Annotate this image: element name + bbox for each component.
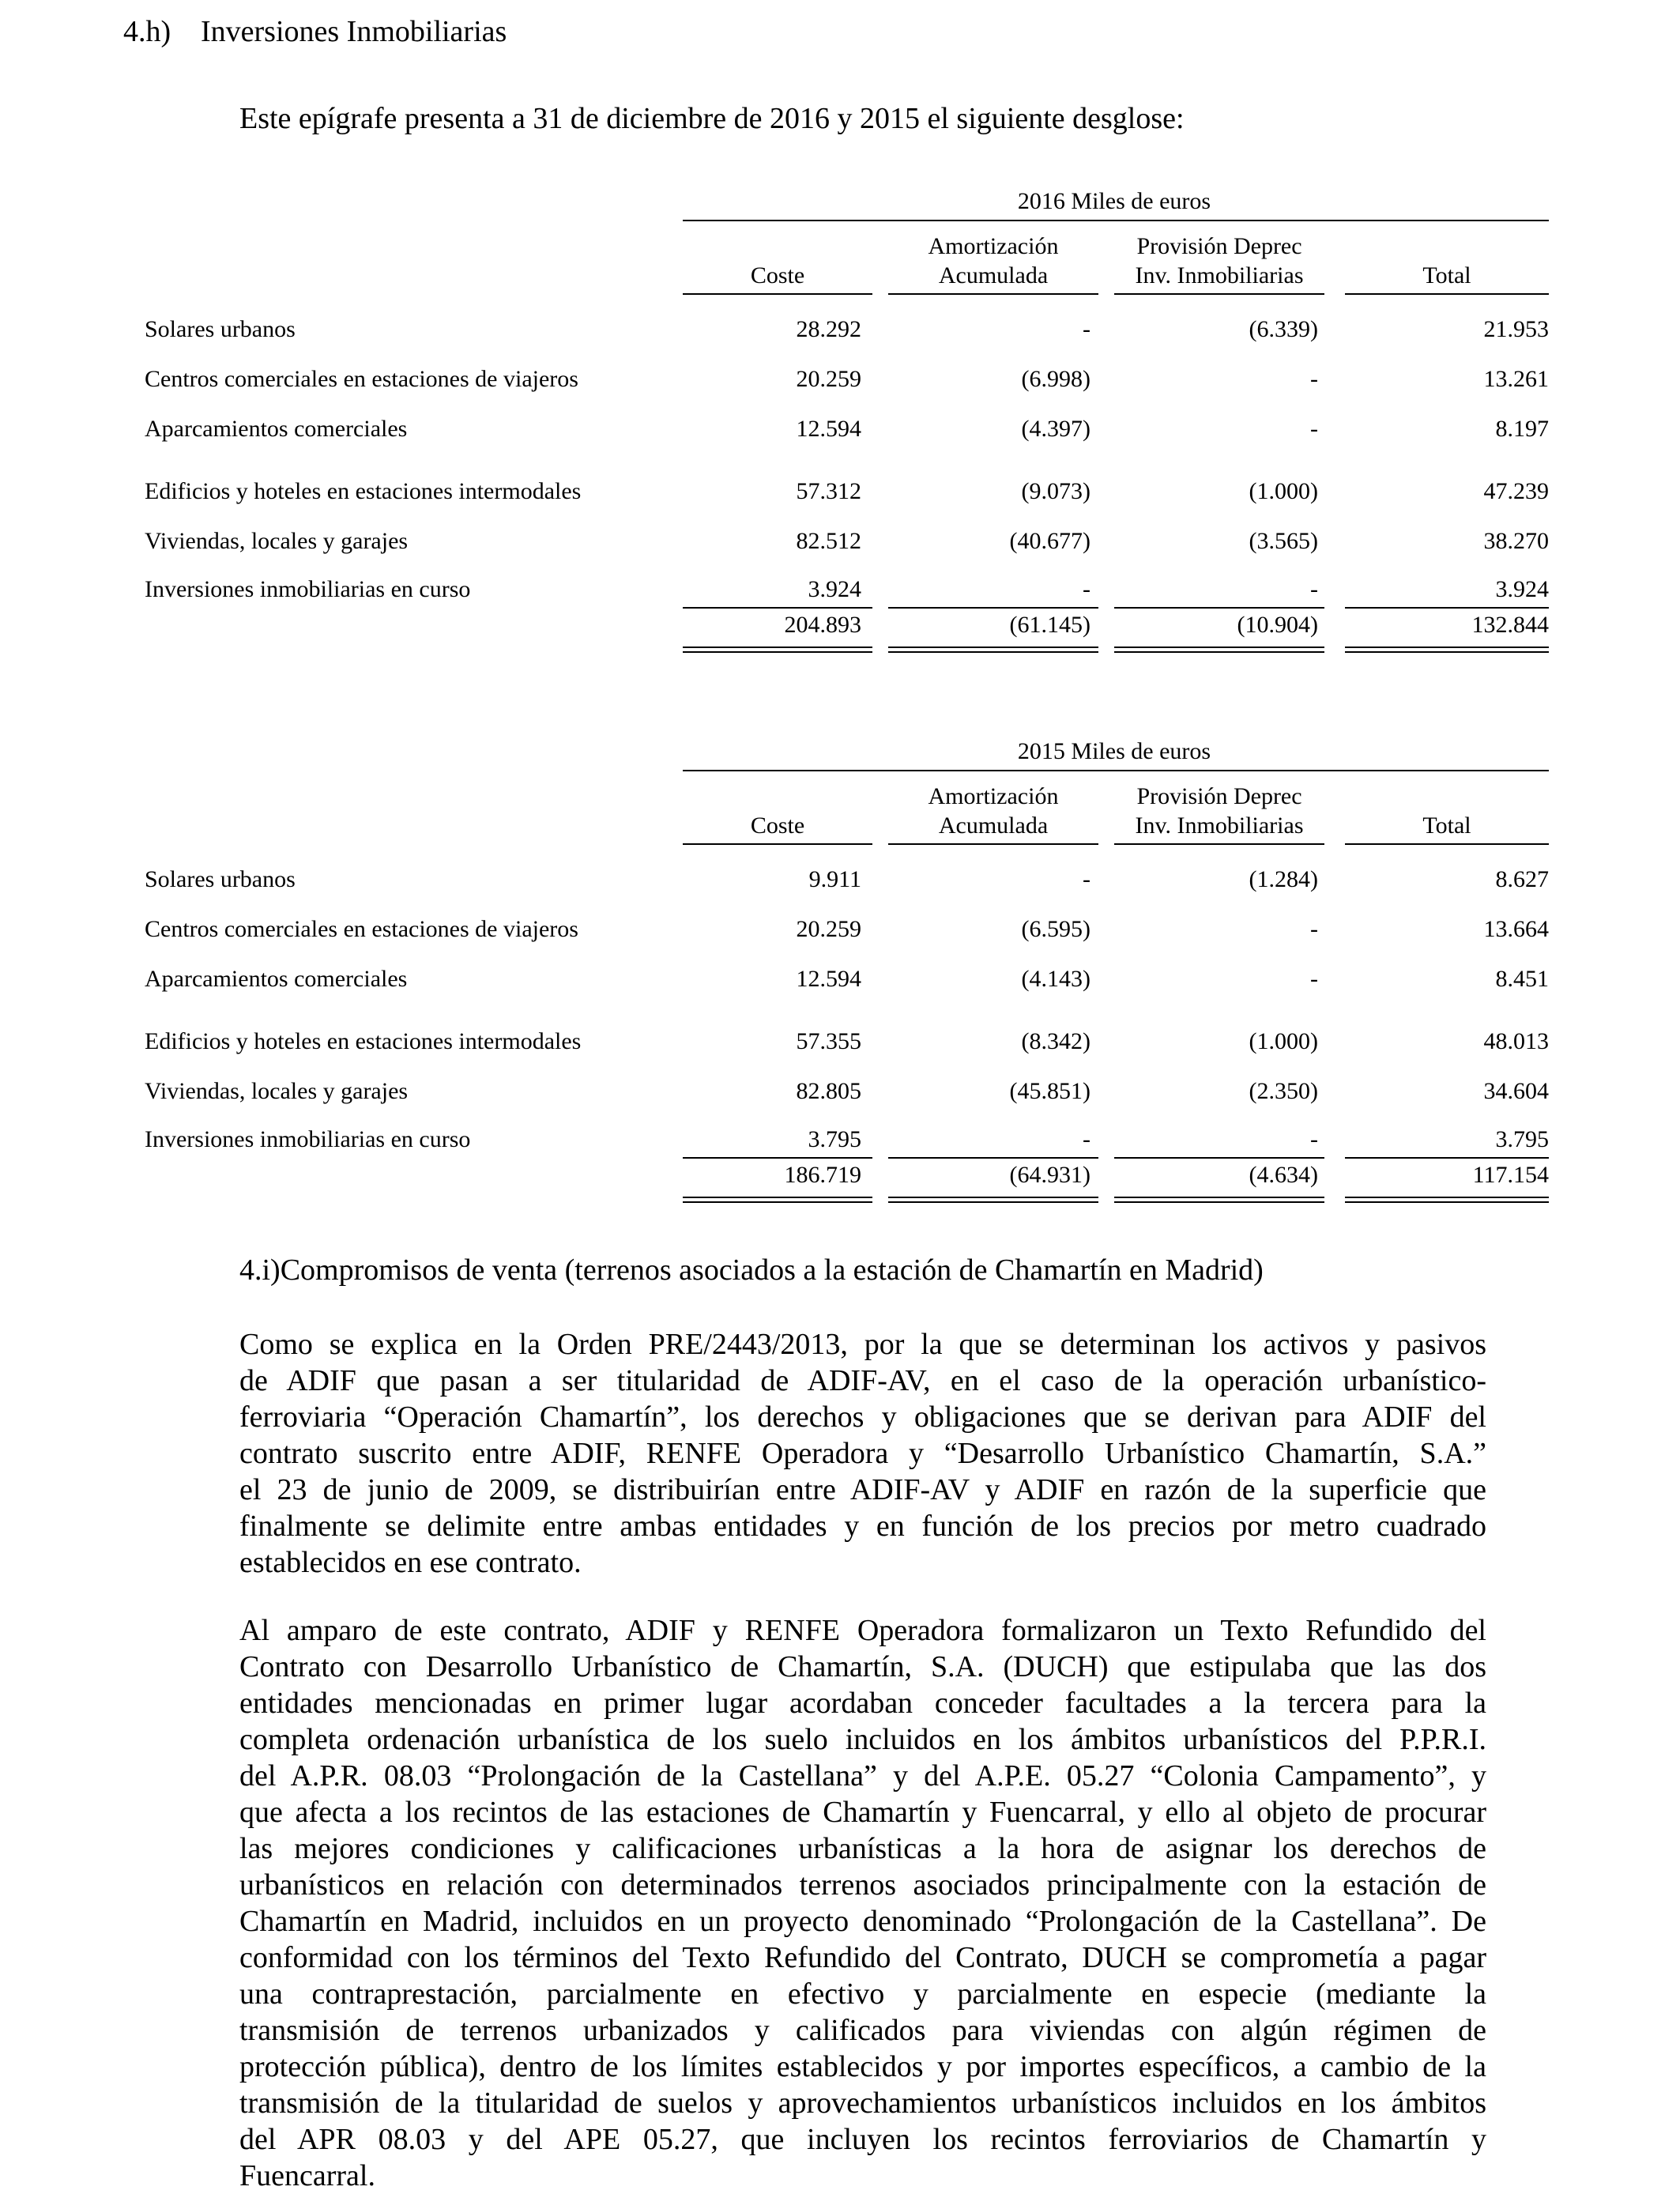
column-header [888, 232, 1098, 290]
total-cell: 117.154 [1472, 1162, 1549, 1188]
value-cell: (1.284) [1249, 866, 1318, 892]
column-header-line2: Inv. Inmobiliarias [1135, 262, 1304, 288]
paragraph-line: transmisión de terrenos urbanizados y calificados para viviendas con algún régimen de [239, 2014, 1486, 2047]
value-cell: 8.197 [1495, 416, 1549, 442]
paragraph-line: transmisión de la titularidad de suelos y aprovechamientos urbanísticos incluidos en los ámbitos [239, 2087, 1486, 2120]
value-cell: (2.350) [1249, 1078, 1318, 1104]
table-row [0, 528, 1680, 560]
paragraph-line: urbanísticos en relación con determinados terrenos asociados principalmente con la estación de [239, 1868, 1486, 1902]
column-header-line1: Provisión Deprec [1136, 233, 1302, 259]
total-cell: (64.931) [1009, 1162, 1090, 1188]
total-double-rule [683, 647, 872, 653]
column-header-line2: Inv. Inmobiliarias [1135, 812, 1304, 839]
value-cell: - [1310, 416, 1318, 442]
table-row [0, 1126, 1680, 1158]
column-header-rule [1345, 293, 1549, 295]
value-cell: 47.239 [1483, 478, 1549, 504]
value-cell: (1.000) [1249, 1028, 1318, 1054]
table-row [0, 1078, 1680, 1110]
totals-row [0, 612, 1680, 643]
column-header [1114, 782, 1324, 840]
value-cell: - [1310, 366, 1318, 392]
paragraph-chamartin-order [239, 1326, 1486, 1581]
column-header-line2: Acumulada [938, 812, 1049, 839]
total-double-rule [1345, 1197, 1549, 1203]
section-title: Inversiones Inmobiliarias [201, 15, 507, 48]
row-label: Aparcamientos comerciales [145, 416, 408, 442]
value-cell: (40.677) [1009, 528, 1090, 554]
subtotal-rule [888, 607, 1098, 609]
column-header-line1: Provisión Deprec [1136, 783, 1302, 809]
table-row [0, 916, 1680, 948]
column-header [683, 232, 872, 290]
row-label: Inversiones inmobiliarias en curso [145, 576, 471, 602]
value-cell: 20.259 [796, 916, 861, 942]
paragraph-line: una contraprestación, parcialmente en efectivo y parcialmente en especie (mediante la [239, 1977, 1486, 2011]
section-heading [123, 14, 507, 49]
value-cell: 13.664 [1483, 916, 1549, 942]
row-label: Centros comerciales en estaciones de viajeros [145, 366, 578, 392]
value-cell: 38.270 [1483, 528, 1549, 554]
paragraph-line: establecidos en ese contrato. [239, 1546, 582, 1579]
table-row [0, 1028, 1680, 1060]
value-cell: 82.805 [796, 1078, 861, 1104]
subtotal-rule [1114, 1157, 1324, 1159]
column-header-rule [888, 843, 1098, 845]
total-cell: (61.145) [1009, 612, 1090, 638]
value-cell: (4.143) [1021, 966, 1090, 992]
value-cell: - [1083, 316, 1090, 342]
total-cell: 132.844 [1471, 612, 1549, 638]
value-cell: - [1310, 576, 1318, 602]
table-row [0, 966, 1680, 997]
value-cell: 3.924 [808, 576, 861, 602]
paragraph-line: las mejores condiciones y calificaciones urbanísticas a la hora de asignar los derechos de [239, 1832, 1486, 1865]
table-row [0, 316, 1680, 348]
totals-row [0, 1162, 1680, 1193]
column-header-line1 [683, 782, 872, 811]
value-cell: (9.073) [1021, 478, 1090, 504]
column-header-line2: Total [1422, 262, 1471, 288]
value-cell: 3.924 [1495, 576, 1549, 602]
paragraph-line: conformidad con los términos del Texto Refundido del Contrato, DUCH se comprometía a pagar [239, 1941, 1486, 1974]
value-cell: (6.998) [1021, 366, 1090, 392]
total-double-rule [683, 1197, 872, 1203]
paragraph-line: el 23 de junio de 2009, se distribuirían entre ADIF-AV y ADIF en razón de la superficie que [239, 1473, 1486, 1506]
paragraph-texto-refundido [239, 1612, 1486, 2194]
table-year-rule [683, 220, 1549, 221]
value-cell: 3.795 [808, 1126, 861, 1152]
table-row [0, 478, 1680, 510]
column-header [1345, 232, 1549, 290]
paragraph-line: Como se explica en la Orden PRE/2443/2013, por la que se determinan los activos y pasivos [239, 1328, 1486, 1361]
paragraph-line: ferroviaria “Operación Chamartín”, los derechos y obligaciones que se derivan para ADIF del [239, 1400, 1486, 1434]
row-label: Centros comerciales en estaciones de viajeros [145, 916, 578, 942]
value-cell: 34.604 [1483, 1078, 1549, 1104]
value-cell: 57.355 [796, 1028, 861, 1054]
paragraph-line: completa ordenación urbanística de los suelo incluidos en los ámbitos urbanísticos del P.P.R.I. [239, 1723, 1486, 1756]
intro-text: Este epígrafe presenta a 31 de diciembre de 2016 y 2015 el siguiente desglose: [239, 102, 1185, 135]
table-row [0, 416, 1680, 447]
paragraph-line: protección pública), dentro de los límites establecidos y por importes específicos, a cambio de la [239, 2050, 1486, 2083]
paragraph-line: Al amparo de este contrato, ADIF y RENFE Operadora formalizaron un Texto Refundido del [239, 1614, 1486, 1647]
table-year-heading: 2016 Miles de euros [1017, 188, 1211, 214]
value-cell: - [1083, 866, 1090, 892]
value-cell: 9.911 [808, 866, 861, 892]
column-header-line1: Amortización [928, 783, 1059, 809]
column-header-rule [683, 843, 872, 845]
subtotal-rule [1114, 607, 1324, 609]
table-year-rule [683, 770, 1549, 771]
value-cell: - [1310, 916, 1318, 942]
value-cell: (3.565) [1249, 528, 1318, 554]
paragraph-line: Contrato con Desarrollo Urbanístico de Chamartín, S.A. (DUCH) que estipulaba que las dos [239, 1650, 1486, 1683]
investment-table-2015 [0, 738, 1680, 1212]
value-cell: - [1310, 966, 1318, 992]
column-header-line2: Coste [750, 812, 805, 839]
table-row [0, 866, 1680, 898]
total-double-rule [888, 647, 1098, 653]
value-cell: 48.013 [1483, 1028, 1549, 1054]
subtotal-rule [683, 607, 872, 609]
subtotal-rule [888, 1157, 1098, 1159]
row-label: Solares urbanos [145, 316, 296, 342]
total-double-rule [1345, 647, 1549, 653]
column-header-line1: Amortización [928, 233, 1059, 259]
table-row [0, 366, 1680, 398]
column-header-line2: Coste [750, 262, 805, 288]
paragraph-line: del A.P.R. 08.03 “Prolongación de la Castellana” y del A.P.E. 05.27 “Colonia Campamento”, y [239, 1759, 1486, 1793]
value-cell: (6.595) [1021, 916, 1090, 942]
column-header-rule [888, 293, 1098, 295]
paragraph-line: finalmente se delimite entre ambas entidades y en función de los precios por metro cuadrado [239, 1510, 1486, 1543]
total-cell: 186.719 [784, 1162, 861, 1188]
row-label: Viviendas, locales y garajes [145, 528, 409, 554]
paragraph-line: entidades mencionadas en primer lugar acordaban conceder facultades a la tercera para la [239, 1687, 1486, 1720]
value-cell: 3.795 [1495, 1126, 1549, 1152]
value-cell: - [1083, 1126, 1090, 1152]
paragraph-line: Chamartín en Madrid, incluidos en un proyecto denominado “Prolongación de la Castellana”. De [239, 1905, 1486, 1938]
subtotal-rule [1345, 607, 1549, 609]
column-header-rule [1345, 843, 1549, 845]
value-cell: - [1083, 576, 1090, 602]
column-header-line1 [1345, 782, 1549, 811]
value-cell: (8.342) [1021, 1028, 1090, 1054]
column-header [888, 782, 1098, 840]
value-cell: 28.292 [796, 316, 861, 342]
subsection-title: 4.i)Compromisos de venta (terrenos asociados a la estación de Chamartín en Madrid) [239, 1253, 1264, 1287]
row-label: Edificios y hoteles en estaciones intermodales [145, 478, 582, 504]
total-double-rule [1114, 1197, 1324, 1203]
value-cell: 57.312 [796, 478, 861, 504]
table-row [0, 576, 1680, 608]
paragraph-line: que afecta a los recintos de las estaciones de Chamartín y Fuencarral, y ello al objeto de procurar [239, 1796, 1486, 1829]
value-cell: 20.259 [796, 366, 861, 392]
subtotal-rule [683, 1157, 872, 1159]
column-header [1345, 782, 1549, 840]
column-header-line1 [1345, 232, 1549, 261]
investment-table-2016 [0, 188, 1680, 662]
value-cell: 8.451 [1495, 966, 1549, 992]
value-cell: (1.000) [1249, 478, 1318, 504]
row-label: Edificios y hoteles en estaciones intermodales [145, 1028, 582, 1054]
column-header-line1 [683, 232, 872, 261]
row-label: Solares urbanos [145, 866, 296, 892]
row-label: Aparcamientos comerciales [145, 966, 408, 992]
paragraph-line: Fuencarral. [239, 2159, 375, 2192]
row-label: Inversiones inmobiliarias en curso [145, 1126, 471, 1152]
paragraph-line: de ADIF que pasan a ser titularidad de ADIF-AV, en el caso de la operación urbanístico- [239, 1364, 1486, 1397]
total-double-rule [888, 1197, 1098, 1203]
row-label: Viviendas, locales y garajes [145, 1078, 409, 1104]
paragraph-line: del APR 08.03 y del APE 05.27, que incluyen los recintos ferroviarios de Chamartín y [239, 2123, 1486, 2156]
value-cell: 12.594 [796, 416, 861, 442]
table-year-heading: 2015 Miles de euros [1017, 738, 1211, 764]
value-cell: (4.397) [1021, 416, 1090, 442]
paragraph-line: contrato suscrito entre ADIF, RENFE Operadora y “Desarrollo Urbanístico Chamartín, S.A.” [239, 1437, 1486, 1470]
value-cell: 21.953 [1483, 316, 1549, 342]
total-cell: (4.634) [1249, 1162, 1318, 1188]
column-header-line2: Total [1422, 812, 1471, 839]
column-header-rule [683, 293, 872, 295]
value-cell: (6.339) [1249, 316, 1318, 342]
section-number: 4.h) [123, 15, 171, 48]
value-cell: 82.512 [796, 528, 861, 554]
value-cell: 13.261 [1483, 366, 1549, 392]
value-cell: 12.594 [796, 966, 861, 992]
total-cell: 204.893 [784, 612, 861, 638]
column-header-rule [1114, 293, 1324, 295]
total-cell: (10.904) [1237, 612, 1318, 638]
total-double-rule [1114, 647, 1324, 653]
column-header [1114, 232, 1324, 290]
subtotal-rule [1345, 1157, 1549, 1159]
column-header-line2: Acumulada [938, 262, 1049, 288]
value-cell: (45.851) [1009, 1078, 1090, 1104]
value-cell: - [1310, 1126, 1318, 1152]
column-header [683, 782, 872, 840]
column-header-rule [1114, 843, 1324, 845]
value-cell: 8.627 [1495, 866, 1549, 892]
